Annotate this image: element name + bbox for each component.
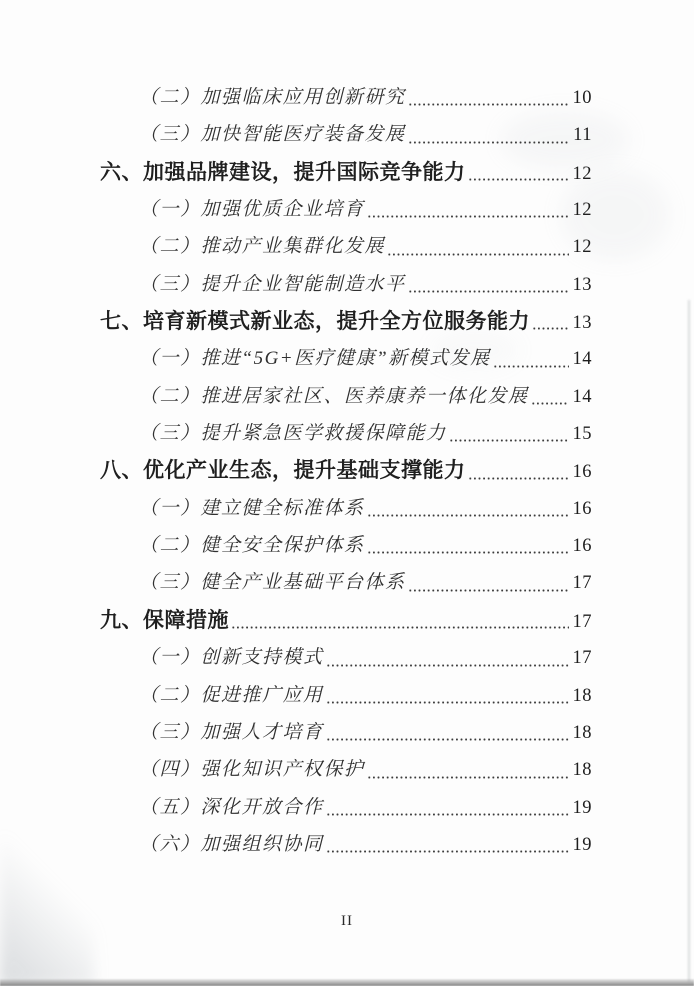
- toc-entry-page: 12: [572, 237, 592, 258]
- toc-dot-leader: [326, 677, 569, 714]
- toc-dot-leader: [408, 79, 569, 116]
- toc-entry-label: （二）推动产业集群化发展: [139, 236, 386, 258]
- toc-dot-leader: [367, 191, 569, 228]
- toc-entry-page: 12: [572, 200, 592, 221]
- toc-entry-page: 14: [572, 386, 592, 407]
- toc-entry-page: 19: [572, 834, 592, 855]
- toc-entry: [100, 340, 592, 377]
- scan-page-bottom-edge: [0, 979, 694, 986]
- toc-entry-page: 11: [573, 125, 592, 146]
- toc-entry-label: （三）提升紧急医学救援保障能力: [139, 423, 447, 445]
- toc-dot-leader: [532, 303, 569, 340]
- toc-entry: [100, 639, 592, 676]
- toc-entry-label: （三）提升企业智能制造水平: [139, 273, 406, 295]
- scan-page-right-edge: [688, 300, 690, 982]
- toc-entry-page: 12: [572, 163, 592, 184]
- toc-entry-page: 13: [572, 313, 592, 334]
- toc-entry-label: 六、加强品牌建设，提升国际竞争能力: [100, 160, 466, 184]
- toc-entry-label: （二）促进推广应用: [139, 684, 324, 706]
- toc-entry-label: （六）加强组织协同: [139, 833, 324, 855]
- toc-entry-page: 19: [572, 797, 592, 818]
- toc-entry-label: （三）加快智能医疗装备发展: [139, 124, 406, 146]
- toc-dot-leader: [326, 639, 569, 676]
- toc-entry: [100, 116, 592, 153]
- toc-entry: [100, 378, 592, 415]
- toc-dot-leader: [468, 154, 569, 191]
- toc-entry: [100, 490, 592, 527]
- toc-entry: [100, 154, 592, 191]
- toc-dot-leader: [367, 527, 569, 564]
- toc-entry-page: 17: [572, 573, 592, 594]
- toc-entry: [100, 303, 592, 340]
- toc-entry-page: 16: [572, 498, 592, 519]
- toc-entry: [100, 789, 592, 826]
- toc-list: [100, 79, 592, 863]
- toc-entry: [100, 228, 592, 265]
- toc-entry-label: （三）健全产业基础平台体系: [139, 572, 406, 594]
- toc-entry: [100, 564, 592, 601]
- scan-corner-shadow: [0, 836, 95, 986]
- toc-entry-label: （五）深化开放合作: [139, 796, 324, 818]
- toc-entry-label: （二）推进居家社区、医养康养一体化发展: [139, 385, 529, 407]
- toc-entry: [100, 677, 592, 714]
- toc-entry-label: （一）创新支持模式: [139, 647, 324, 669]
- toc-dot-leader: [326, 789, 569, 826]
- toc-entry-page: 15: [572, 424, 592, 445]
- toc-entry: [100, 191, 592, 228]
- toc-entry-label: （二）加强临床应用创新研究: [139, 87, 406, 108]
- toc-entry-page: 18: [572, 722, 592, 743]
- toc-entry: [100, 79, 592, 116]
- toc-entry-page: 18: [572, 760, 592, 781]
- toc-entry-page: 16: [572, 462, 592, 483]
- toc-entry-label: 九、保障措施: [100, 608, 229, 632]
- toc-dot-leader: [408, 564, 569, 601]
- page-number-footer: II: [341, 913, 353, 929]
- toc-dot-leader: [367, 751, 569, 788]
- toc-dot-leader: [326, 826, 569, 863]
- toc-entry-label: （四）强化知识产权保护: [139, 759, 365, 781]
- toc-entry: [100, 415, 592, 452]
- toc-dot-leader: [531, 378, 569, 415]
- toc-dot-leader: [493, 340, 569, 377]
- toc-dot-leader: [326, 714, 569, 751]
- toc-entry: [100, 452, 592, 489]
- toc-entry-page: 14: [572, 349, 592, 370]
- toc-entry-page: 17: [572, 611, 592, 632]
- toc-dot-leader: [367, 490, 569, 527]
- toc-entry-page: 13: [572, 274, 592, 295]
- toc-entry: [100, 826, 592, 863]
- toc-entry-label: （三）加强人才培育: [139, 721, 324, 743]
- toc-entry-label: （二）健全安全保护体系: [139, 535, 365, 557]
- toc-entry-page: 16: [572, 536, 592, 557]
- toc-entry: [100, 602, 592, 639]
- toc-entry-page: 18: [572, 685, 592, 706]
- toc-entry-page: 10: [572, 88, 592, 108]
- toc-entry-label: （一）建立健全标准体系: [139, 497, 365, 519]
- toc-dot-leader: [408, 266, 569, 303]
- toc-dot-leader: [231, 602, 569, 639]
- toc-dot-leader: [408, 116, 570, 153]
- toc-entry-label: 七、培育新模式新业态，提升全方位服务能力: [100, 310, 530, 334]
- toc-entry-label: 八、优化产业生态，提升基础支撑能力: [100, 459, 466, 483]
- toc-dot-leader: [468, 452, 569, 489]
- toc-entry: [100, 751, 592, 788]
- toc-dot-leader: [449, 415, 569, 452]
- toc-entry: [100, 527, 592, 564]
- toc-entry-label: （一）推进“5G+医疗健康”新模式发展: [139, 348, 491, 370]
- toc-entry-label: （一）加强优质企业培育: [139, 199, 365, 221]
- toc-entry-page: 17: [572, 648, 592, 669]
- toc-entry: [100, 266, 592, 303]
- toc-dot-leader: [387, 228, 568, 265]
- toc-entry: [100, 714, 592, 751]
